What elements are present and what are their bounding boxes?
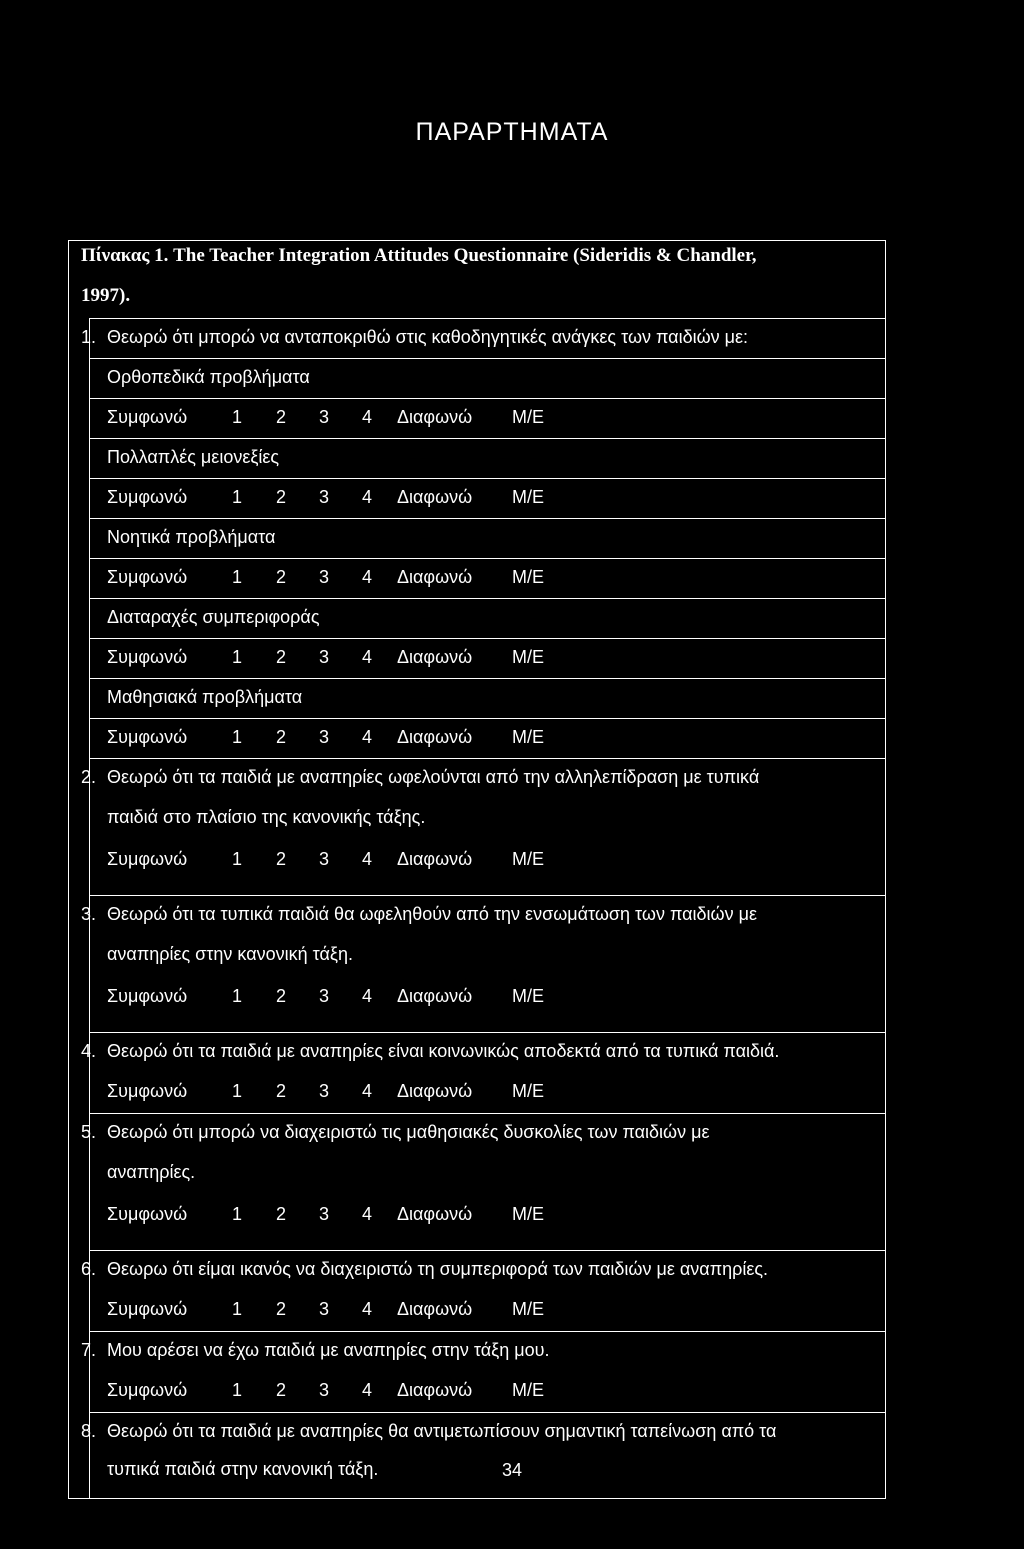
scale-na: Μ/Ε [512,1081,545,1101]
scale-n2: 2 [276,1380,287,1400]
subitem-label: Πολλαπλές μειονεξίες [107,447,280,467]
scale-disagree: Διαφωνώ [397,487,473,507]
scale-agree: Συμφωνώ [107,1081,188,1101]
row-divider [89,638,885,639]
row-divider [89,318,885,319]
scale-na: Μ/Ε [512,1204,545,1224]
page-number: 34 [501,1460,523,1480]
scale-na: Μ/Ε [512,567,545,587]
scale-n4: 4 [362,487,373,507]
subitem-label: Ορθοπεδικά προβλήματα [107,367,310,387]
question-text: Μου αρέσει να έχω παιδιά με αναπηρίες στην τάξη μου. [107,1340,550,1360]
row-divider [89,478,885,479]
row-divider [89,558,885,559]
scale-n3: 3 [319,567,330,587]
scale-na: Μ/Ε [512,487,545,507]
scale-agree: Συμφωνώ [107,1299,188,1319]
table-title-year: 1997). [81,285,131,306]
question-text: Θεωρώ ότι τα παιδιά με αναπηρίες ωφελούνται από την αλληλεπίδραση με τυπικά [107,767,760,787]
scale-na: Μ/Ε [512,1380,545,1400]
scale-agree: Συμφωνώ [107,567,188,587]
scale-n3: 3 [319,986,330,1006]
scale-agree: Συμφωνώ [107,849,188,869]
scale-n2: 2 [276,727,287,747]
scale-n2: 2 [276,647,287,667]
scale-n4: 4 [362,647,373,667]
scale-na: Μ/Ε [512,647,545,667]
scale-n4: 4 [362,1380,373,1400]
question-number: 5. [81,1122,97,1142]
subitem-label: Νοητικά προβλήματα [107,527,276,547]
scale-n3: 3 [319,1299,330,1319]
scale-n3: 3 [319,849,330,869]
scale-agree: Συμφωνώ [107,1380,188,1400]
question-text-cont: αναπηρίες στην κανονική τάξη. [107,944,353,964]
scale-disagree: Διαφωνώ [397,1380,473,1400]
row-divider [89,895,885,896]
row-divider [89,1412,885,1413]
scale-na: Μ/Ε [512,1299,545,1319]
questionnaire-table [68,240,886,1499]
question-text: Θεωρώ ότι τα παιδιά με αναπηρίες είναι κοινωνικώς αποδεκτά από τα τυπικά παιδιά. [107,1041,780,1061]
question-text: Θεωρώ ότι μπορώ να ανταποκριθώ στις καθοδηγητικές ανάγκες των παιδιών με: [107,327,749,347]
scale-disagree: Διαφωνώ [397,407,473,427]
scale-n3: 3 [319,727,330,747]
question-number: 4. [81,1041,97,1061]
scale-disagree: Διαφωνώ [397,1081,473,1101]
scale-n1: 1 [232,986,243,1006]
scale-n1: 1 [232,1380,243,1400]
scale-n1: 1 [232,1081,243,1101]
scale-n2: 2 [276,1299,287,1319]
row-divider [89,438,885,439]
row-divider [89,1032,885,1033]
page-heading: ΠΑΡΑΡΤΗΜΑΤΑ [415,118,609,146]
scale-n4: 4 [362,849,373,869]
question-text: Θεωρώ ότι τα τυπικά παιδιά θα ωφεληθούν από την ενσωμάτωση των παιδιών με [107,904,758,924]
question-number: 7. [81,1340,97,1360]
question-text: Θεωρώ ότι μπορώ να διαχειριστώ τις μαθησιακές δυσκολίες των παιδιών με [107,1122,710,1142]
scale-n2: 2 [276,1081,287,1101]
scale-disagree: Διαφωνώ [397,1204,473,1224]
row-divider [89,718,885,719]
question-number: 8. [81,1421,97,1441]
row-divider [89,678,885,679]
scale-n4: 4 [362,986,373,1006]
scale-n1: 1 [232,407,243,427]
scale-n4: 4 [362,727,373,747]
scale-n4: 4 [362,567,373,587]
scale-na: Μ/Ε [512,407,545,427]
scale-n2: 2 [276,1204,287,1224]
scale-disagree: Διαφωνώ [397,567,473,587]
scale-disagree: Διαφωνώ [397,727,473,747]
question-text: Θεωρώ ότι τα παιδιά με αναπηρίες θα αντιμετωπίσουν σημαντική ταπείνωση από τα [107,1421,777,1441]
subitem-label: Διαταραχές συμπεριφοράς [107,607,320,627]
scale-n4: 4 [362,1204,373,1224]
row-divider [89,598,885,599]
scale-n1: 1 [232,487,243,507]
scale-n4: 4 [362,1081,373,1101]
question-number: 3. [81,904,97,924]
row-divider [89,1113,885,1114]
table-title: Πίνακας 1. The Teacher Integration Attitudes Questionnaire (Sideridis & Chandler, [81,245,757,266]
scale-disagree: Διαφωνώ [397,647,473,667]
scale-na: Μ/Ε [512,986,545,1006]
scale-n3: 3 [319,1081,330,1101]
scale-n2: 2 [276,407,287,427]
scale-n1: 1 [232,849,243,869]
scale-n2: 2 [276,567,287,587]
row-divider [89,518,885,519]
question-number: 1. [81,327,97,347]
scale-n1: 1 [232,647,243,667]
scale-n2: 2 [276,986,287,1006]
scale-n1: 1 [232,1204,243,1224]
scale-disagree: Διαφωνώ [397,849,473,869]
scale-n3: 3 [319,487,330,507]
scale-n3: 3 [319,407,330,427]
scale-agree: Συμφωνώ [107,986,188,1006]
scale-agree: Συμφωνώ [107,727,188,747]
question-number: 2. [81,767,97,787]
question-text-cont: τυπικά παιδιά στην κανονική τάξη. [107,1459,379,1479]
question-number: 6. [81,1259,97,1279]
row-divider [89,358,885,359]
scale-n1: 1 [232,1299,243,1319]
subitem-label: Μαθησιακά προβλήματα [107,687,303,707]
scale-n4: 4 [362,1299,373,1319]
row-divider [89,1331,885,1332]
row-divider [89,398,885,399]
row-divider [89,1250,885,1251]
scale-n2: 2 [276,849,287,869]
scale-na: Μ/Ε [512,727,545,747]
scale-disagree: Διαφωνώ [397,1299,473,1319]
scale-n1: 1 [232,727,243,747]
question-text-cont: αναπηρίες. [107,1162,196,1182]
question-text-cont: παιδιά στο πλαίσιο της κανονικής τάξης. [107,807,426,827]
row-divider [89,758,885,759]
scale-n4: 4 [362,407,373,427]
scale-na: Μ/Ε [512,849,545,869]
scale-agree: Συμφωνώ [107,647,188,667]
scale-n3: 3 [319,1380,330,1400]
scale-n2: 2 [276,487,287,507]
scale-agree: Συμφωνώ [107,407,188,427]
scale-agree: Συμφωνώ [107,487,188,507]
scale-disagree: Διαφωνώ [397,986,473,1006]
scale-n1: 1 [232,567,243,587]
scale-n3: 3 [319,1204,330,1224]
scale-agree: Συμφωνώ [107,1204,188,1224]
question-text: Θεωρω ότι είμαι ικανός να διαχειριστώ τη συμπεριφορά των παιδιών με αναπηρίες. [107,1259,769,1279]
scale-n3: 3 [319,647,330,667]
